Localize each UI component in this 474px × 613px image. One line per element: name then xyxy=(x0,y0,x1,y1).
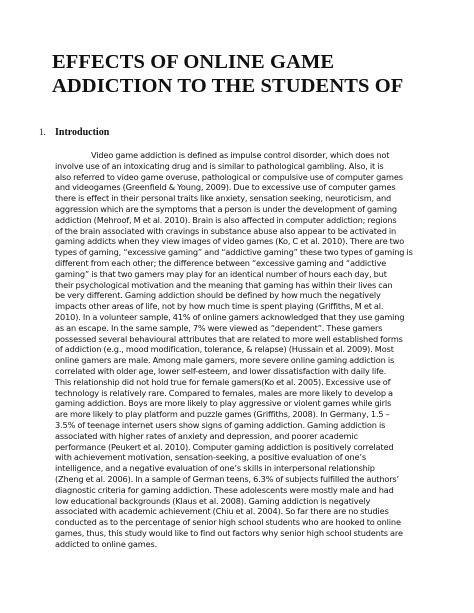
text-line: involve use of an intoxicating drug and is similar to pathological gambling. Also, it is xyxy=(55,160,384,171)
text-line: also referred to video game overuse, pathological or compulsive use of computer games xyxy=(55,171,403,182)
text-line: types of gaming, “excessive gaming” and “addictive gaming” these two types of gaming is xyxy=(55,247,413,258)
text-line: technology is relatively rare. Compared to females, males are more likely to develop a xyxy=(55,387,393,398)
text-line: low educational backgrounds (Klaus et al. 2008). Gaming addiction is negatively xyxy=(55,495,371,506)
text-line: impacts other areas of life, not by how much time is spent playing (Griffiths, M et al. xyxy=(55,301,384,312)
text-line: This relationship did not hold true for female gamers(Ko et al. 2005). Excessive use of xyxy=(55,376,391,387)
section-number: 1. xyxy=(39,127,46,137)
text-line: games, thus, this study would like to find out factors why senior high school students are xyxy=(55,527,403,538)
text-line: of addiction (e.g., mood modification, tolerance, & relapse) (Hussain et al. 2009). Most xyxy=(55,344,394,355)
text-line: addicted to online games. xyxy=(55,538,158,549)
title-line: EFFECTS OF ONLINE GAME xyxy=(52,51,335,73)
text-line: and videogames (Greenfield & Young, 2009). Due to excessive use of computer games xyxy=(55,182,396,193)
text-line: conducted as to the percentage of senior high school students who are hooked to online xyxy=(55,517,401,528)
title-line: ADDICTION TO THE STUDENTS OF xyxy=(52,75,404,97)
text-line: diagnostic criteria for gaming addiction. These adolescents were mostly male and had xyxy=(55,484,394,495)
document-title xyxy=(52,50,452,98)
text-line: 3.5% of teenage internet users show signs of gaming addiction. Gaming addiction is xyxy=(55,419,386,430)
text-line: as an escape. In the same sample, 7% were viewed as “dependent”. These gamers xyxy=(55,322,383,333)
text-line: intelligence, and a negative evaluation of one’s skills in interpersonal relationship xyxy=(55,463,375,474)
text-line: performance (Peukert et al. 2010). Computer gaming addiction is positively correlated xyxy=(55,441,394,452)
text-line: different from each other; the difference between “excessive gaming and “addictive xyxy=(55,257,387,268)
section-title: Introduction xyxy=(55,127,110,138)
section-heading xyxy=(39,127,109,138)
text-line: (Zheng et al. 2006). In a sample of German teens, 6.3% of subjects fulfilled the authors’ xyxy=(55,473,399,484)
text-line: correlated with older age, lower self-esteem, and lower dissatisfaction with daily life. xyxy=(55,365,387,376)
text-line: gaming” is that two gamers may play for an identical number of hours each day, but xyxy=(55,268,387,279)
text-line: addiction (Mehroof, M et al. 2010). Brain is also affected in computer addiction; regions xyxy=(55,214,397,225)
text-line: with achievement motivation, sensation-seeking, a positive evaluation of one’s xyxy=(55,452,366,463)
text-line: of the brain associated with cravings in substance abuse also appear to be activated in xyxy=(55,225,397,236)
text-line: there is effect in their personal traits like anxiety, sensation seeking, neuroticism, and xyxy=(55,193,392,204)
text-line: Video game addiction is defined as impulse control disorder, which does not xyxy=(91,150,390,160)
text-line: online gamers are male. Among male gamers, more severe online gaming addiction is xyxy=(55,355,395,366)
text-line: possessed several behavioural attributes that are related to more well established forms xyxy=(55,333,403,344)
text-line: 2010). In a volunteer sample, 41% of online gamers acknowledged that they use gaming xyxy=(55,311,405,322)
text-line: associated with academic achievement (Chiu et al. 2004). So far there are no studies xyxy=(55,506,389,517)
text-line: associated with higher rates of anxiety and depression, and poorer academic xyxy=(55,430,358,441)
text-line: are more likely to play platform and puzzle games (Griffiths, 2008). In Germany, 1.5 – xyxy=(55,409,390,420)
text-line: be very different. Gaming addiction should be defined by how much the negatively xyxy=(55,290,381,301)
text-line: their psychological motivation and the meaning that gaming has within their lives can xyxy=(55,279,393,290)
body-paragraph xyxy=(55,150,459,549)
text-line: gaming addicts when they view images of video games (Ko, C et al. 2010). There are two xyxy=(55,236,405,247)
text-line: aggression which are the symptoms that a person is under the development of gaming xyxy=(55,203,397,214)
text-line: gaming addiction. Boys are more likely to play aggressive or violent games while girls xyxy=(55,398,392,409)
